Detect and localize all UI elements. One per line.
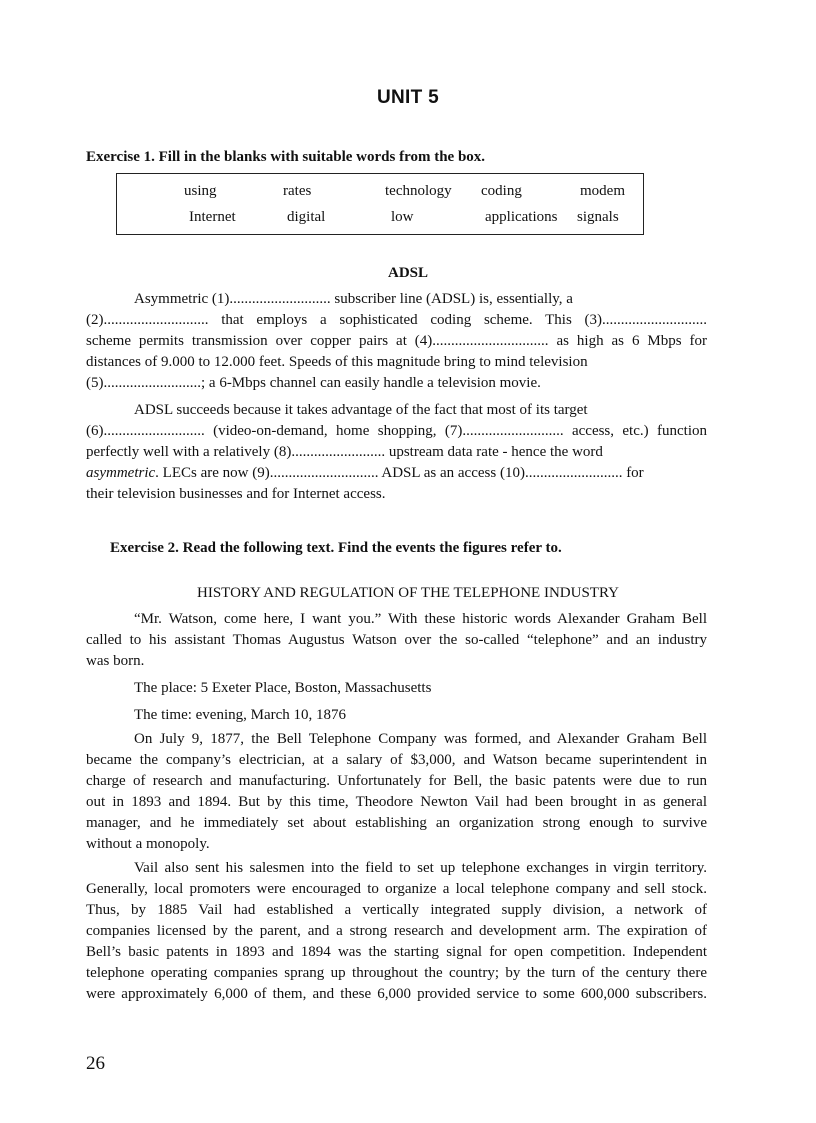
history-line: called to his assistant Thomas Augustus Watson over the so-called “telephone” and an industry	[86, 632, 707, 648]
box-word: technology	[385, 183, 452, 199]
adsl-line: distances of 9.000 to 12.000 feet. Speeds of this magnitude bring to mind television	[86, 354, 588, 370]
history-line: out in 1893 and 1894. But by this time, Theodore Newton Vail had been brought in as general	[86, 794, 707, 810]
history-title: HISTORY AND REGULATION OF THE TELEPHONE INDUSTRY	[197, 585, 619, 601]
adsl-line-9	[86, 463, 644, 484]
history-line: Thus, by 1885 Vail had established a vertically integrated supply division, a network of	[86, 902, 707, 918]
history-line: The place: 5 Exeter Place, Boston, Massachusetts	[134, 680, 432, 696]
box-word: Internet	[189, 209, 236, 225]
history-line: Generally, local promoters were encouraged to organize a local telephone company and sell stock.	[86, 881, 707, 897]
box-word: signals	[577, 209, 619, 225]
box-word: digital	[287, 209, 326, 225]
history-line: was born.	[86, 653, 145, 669]
history-line: “Mr. Watson, come here, I want you.” With these historic words Alexander Graham Bell	[134, 611, 707, 627]
adsl-line: scheme permits transmission over copper pairs at (4)............................... as high as 6 Mbps for	[86, 333, 707, 349]
history-line: became the company’s electrician, at a salary of $3,000, and Watson became superintendent in	[86, 752, 707, 768]
adsl-line: (5)..........................; a 6-Mbps channel can easily handle a television movie.	[86, 375, 541, 391]
box-word: applications	[485, 209, 558, 225]
history-line: were approximately 6,000 of them, and these 6,000 provided service to some 600,000 subscribers.	[86, 986, 707, 1002]
adsl-line: (6)........................... (video-on-demand, home shopping, (7)........................... access, etc.) function	[86, 423, 707, 439]
history-line: without a monopoly.	[86, 836, 210, 852]
box-word: using	[184, 183, 217, 199]
history-line: manager, and he immediately set about establishing an organization strong enough to survive	[86, 815, 707, 831]
unit-title: UNIT 5	[377, 87, 439, 108]
adsl-line: their television businesses and for Internet access.	[86, 486, 386, 502]
exercise-1-heading: Exercise 1. Fill in the blanks with suitable words from the box.	[86, 149, 486, 165]
box-word: low	[391, 209, 414, 225]
history-line: The time: evening, March 10, 1876	[134, 707, 347, 723]
asymmetric-word: asymmetric	[86, 465, 156, 481]
history-line: telephone operating companies sprang up throughout the country; by the turn of the century there	[86, 965, 707, 981]
history-line: Bell’s basic patents in 1893 and 1894 was the starting signal for open competition. Independent	[86, 944, 707, 960]
adsl-line: ADSL succeeds because it takes advantage of the fact that most of its target	[134, 402, 588, 418]
adsl-line: (2)............................ that employs a sophisticated coding scheme. This (3)............................	[86, 312, 707, 328]
word-box	[116, 173, 644, 235]
history-line: companies licensed by the parent, and a strong research and development arm. The expiration of	[86, 923, 707, 939]
page-number: 26	[86, 1053, 105, 1074]
adsl-line: Asymmetric (1)........................... subscriber line (ADSL) is, essentially, a	[134, 291, 573, 307]
adsl-title: ADSL	[387, 265, 428, 281]
box-word: rates	[283, 183, 312, 199]
box-word: modem	[580, 183, 625, 199]
history-line: charge of research and manufacturing. Unfortunately for Bell, the basic patents were due to run	[86, 773, 707, 789]
adsl-line: perfectly well with a relatively (8)......................... upstream data rate - hence the word	[86, 444, 603, 460]
adsl-line-9-rest: . LECs are now (9)............................. ADSL as an access (10).......................... for	[155, 465, 644, 481]
history-line: Vail also sent his salesmen into the field to set up telephone exchanges in virgin territory.	[134, 860, 707, 876]
box-word: coding	[481, 183, 522, 199]
history-line: On July 9, 1877, the Bell Telephone Company was formed, and Alexander Graham Bell	[134, 731, 707, 747]
exercise-2-heading: Exercise 2. Read the following text. Find the events the figures refer to.	[110, 540, 562, 556]
